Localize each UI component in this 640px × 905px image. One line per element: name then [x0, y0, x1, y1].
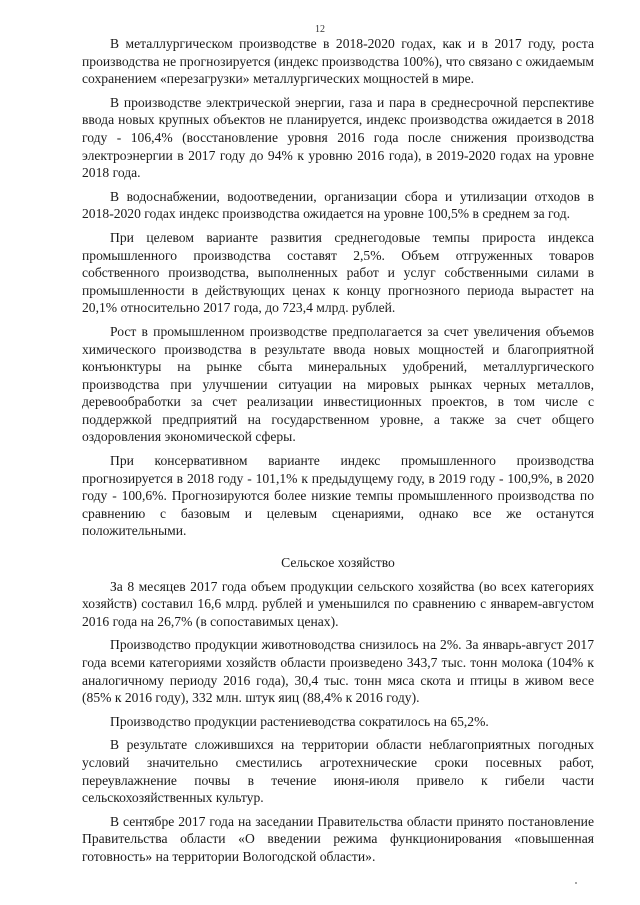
scan-speck [575, 882, 577, 884]
paragraph-water-supply: В водоснабжении, водоотведении, организации сбора и утилизации отходов в 2018-2020 годах индекс производства ожидается на уровне 100,5% в среднем за год. [82, 188, 594, 222]
paragraph-livestock: Производство продукции животноводства снизилось на 2%. За январь-август 2017 года всеми категориями хозяйств области произведено 343,7 тыс. тонн молока (104% к аналогичному периоду 2016 года), 30,4 тыс. тонн мяса скота и птицы в живом весе (85% к 2016 году), 332 млн. штук яиц (88,4% к 2016 году). [82, 637, 594, 706]
paragraph-government-decree: В сентябре 2017 года на заседании Правительства области принято постановление Правительства области «О введении режима функционирования «повышенная готовность» на территории Вологодской области». [82, 813, 594, 864]
paragraph-metallurgy: В металлургическом производстве в 2018-2020 годах, как и в 2017 году, роста производства не прогнозируется (индекс производства 100%), что связано с ожидаемым сохранением «перезагрузки» металлургических мощностей в мире. [82, 36, 594, 87]
paragraph-target-scenario: При целевом варианте развития среднегодовые темпы прироста индекса промышленного производства составят 2,5%. Объем отгруженных товаров собственного производства, выполненных работ и услуг собственными силами в промышленности в действующих ценах к концу прогнозного периода вырастет на 20,1% относительно 2017 года, до 723,4 млрд. рублей. [82, 229, 594, 316]
paragraph-growth-drivers: Рост в промышленном производстве предполагается за счет увеличения объемов химического производства в результате ввода новых мощностей и благоприятной конъюнктуры на рынке сбыта минеральных удобрений, металлургического производства при улучшении ситуации на мировых рынках черных металлов, деревообработки за счет реализации инвестиционных проектов, в том числе с поддержкой предприятий на государственном уровне, а также за счет общего оздоровления экономической сферы. [82, 323, 594, 445]
paragraph-conservative-scenario: При консервативном варианте индекс промышленного производства прогнозируется в 2018 году - 101,1% к предыдущему году, в 2019 году - 100,9%, в 2020 году - 100,6%. Прогнозируются более низкие темпы промышленного производства по сравнению с базовым и целевым сценариями, однако все же останутся положительными. [82, 453, 594, 539]
page-number: 12 [315, 24, 325, 35]
paragraph-crop-production: Производство продукции растениеводства сократилось на 65,2%. [110, 713, 489, 729]
document-body [82, 35, 594, 872]
paragraph-weather-conditions: В результате сложившихся на территории области неблагоприятных погодных условий значительно сместились агротехнические сроки посевных работ, переувлажнение почвы в течение июня-июля привело к гибели части сельскохозяйственных культур. [82, 737, 594, 806]
paragraph-electricity: В производстве электрической энергии, газа и пара в среднесрочной перспективе ввода новых крупных объектов не планируется, индекс производства ожидается в 2018 году - 106,4% (восстановление уровня 2016 года после снижения производства электроэнергии в 2017 году до 94% к уровню 2016 года), в 2019-2020 годах на уровне 2018 года. [82, 94, 594, 181]
paragraph-agri-volume: За 8 месяцев 2017 года объем продукции сельского хозяйства (во всех категориях хозяйств) составил 16,6 млрд. рублей и уменьшился по сравнению с январем-августом 2016 года на 26,7% (в сопоставимых ценах). [82, 578, 594, 629]
section-heading-agriculture: Сельское хозяйство [281, 555, 395, 571]
